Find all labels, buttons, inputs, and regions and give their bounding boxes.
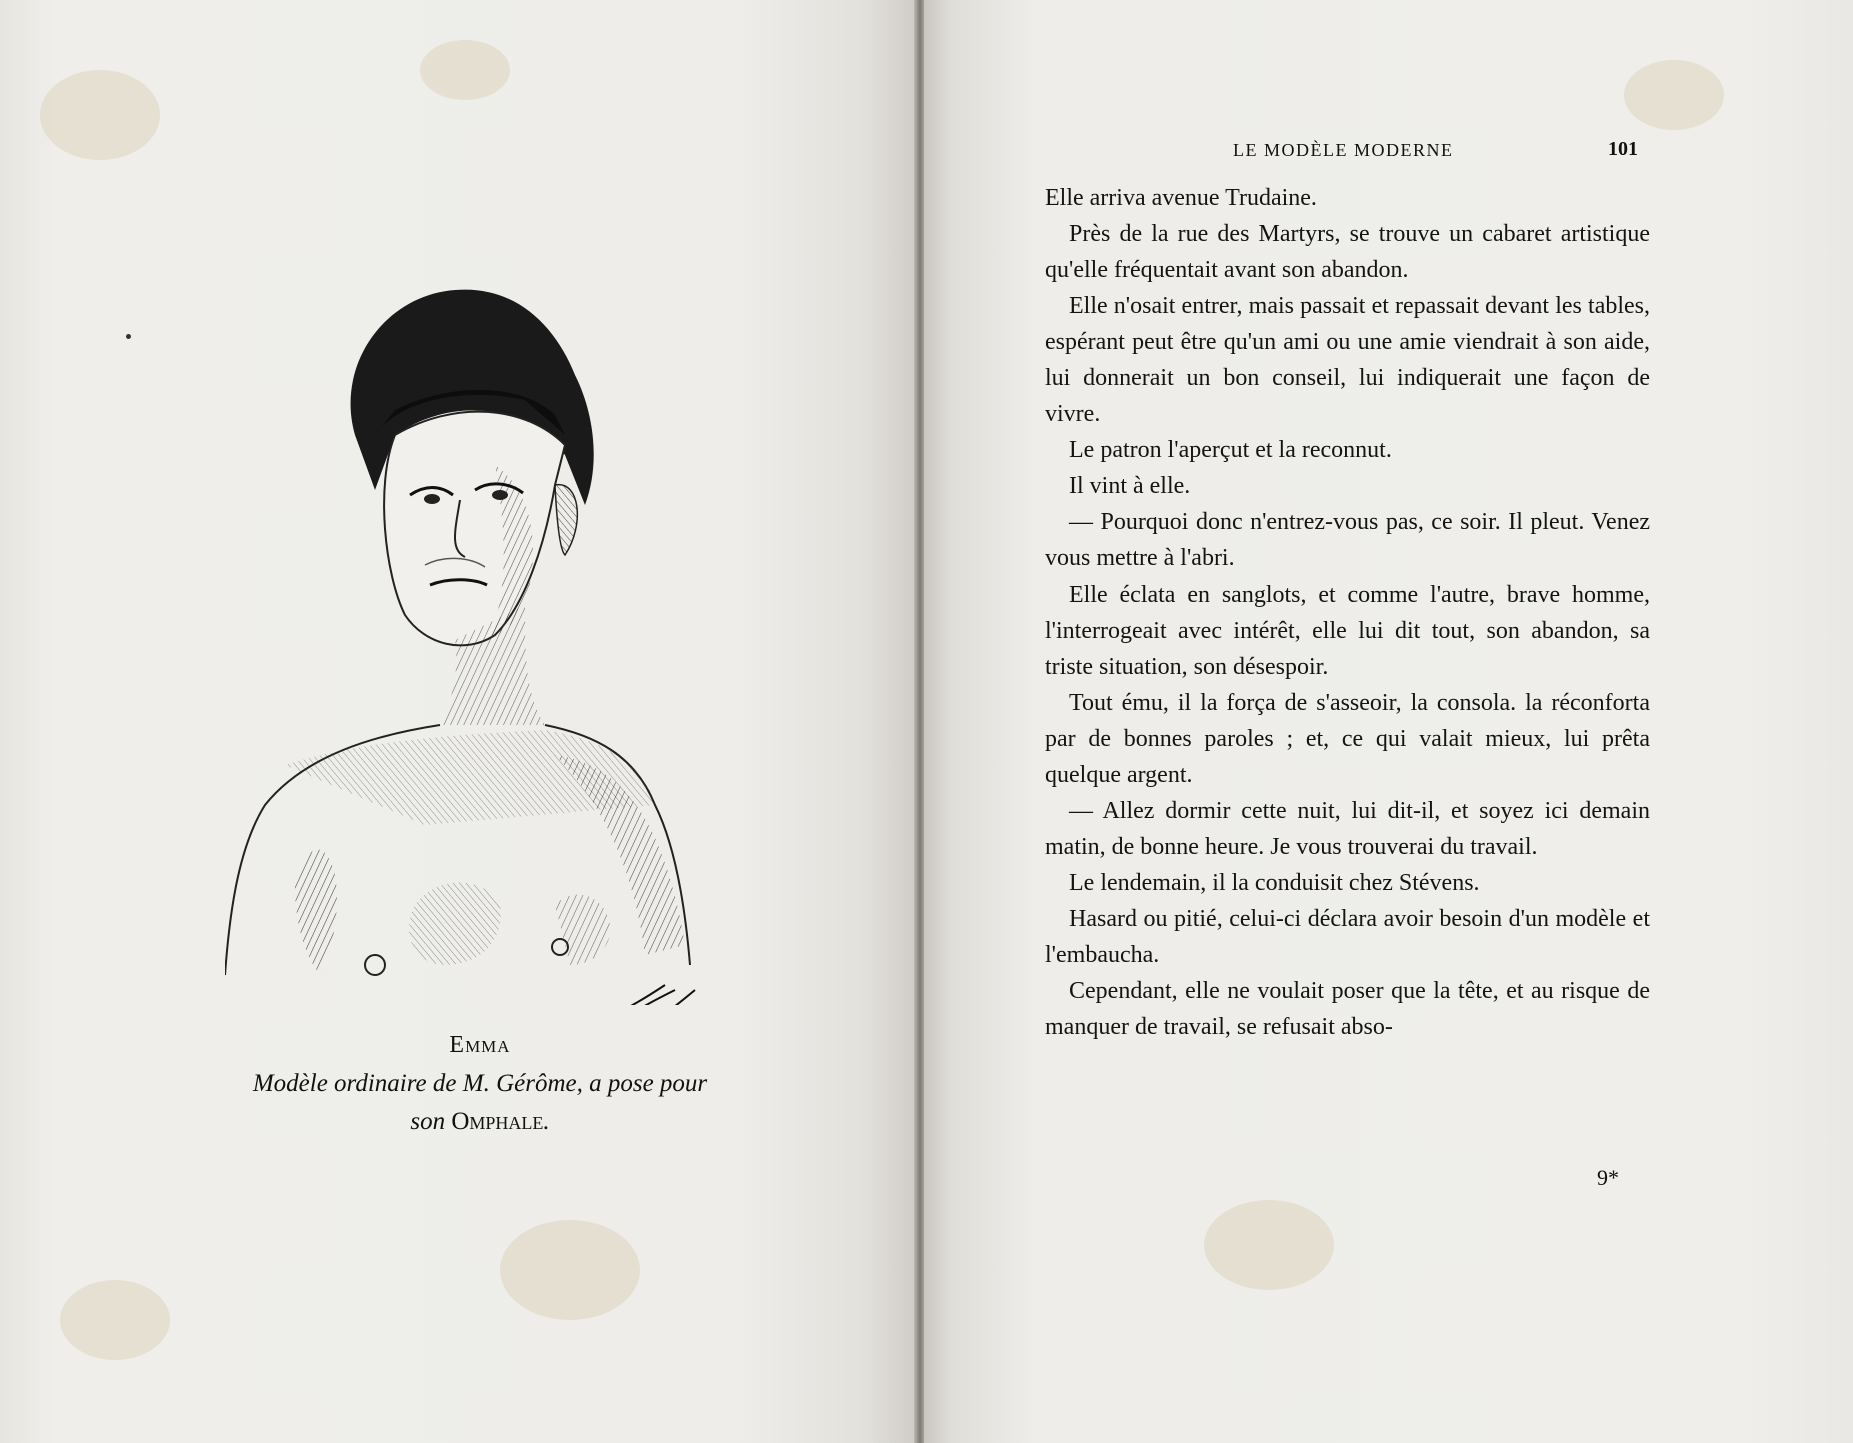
paper-stain bbox=[1624, 60, 1724, 130]
paragraph: Le patron l'aperçut et la reconnut. bbox=[1069, 437, 1392, 464]
caption-line-2-prefix: son bbox=[410, 1108, 452, 1135]
page-number: 101 bbox=[1608, 138, 1638, 160]
paper-stain bbox=[1204, 1200, 1334, 1290]
paragraph: — Allez dormir cette nuit, lui dit-il, et soyez ici demain matin, de bonne heure. Je vous trouverai du travail. bbox=[1045, 797, 1650, 860]
caption-description bbox=[150, 1065, 810, 1141]
printer-signature-mark: 9* bbox=[1597, 1165, 1619, 1190]
paper-stain bbox=[60, 1280, 170, 1360]
paragraph: Hasard ou pitié, celui-ci déclara avoir besoin d'un modèle et l'embaucha. bbox=[1045, 905, 1650, 968]
caption-line-1: Modèle ordinaire de M. Gérôme, a pose pour bbox=[252, 1070, 708, 1097]
ink-speck bbox=[126, 334, 131, 339]
paragraph: Cependant, elle ne voulait poser que la tête, et au risque de manquer de travail, se refusait abso- bbox=[1045, 978, 1650, 1041]
caption-title: Emma bbox=[449, 1032, 511, 1058]
paper-stain bbox=[40, 70, 160, 160]
artist-signature bbox=[565, 985, 695, 1005]
paragraph: Elle arriva avenue Trudaine. bbox=[1045, 185, 1317, 211]
caption-work-title: Omphale bbox=[451, 1108, 544, 1135]
running-head: LE MODÈLE MODERNE bbox=[1233, 140, 1454, 160]
paper-stain bbox=[500, 1220, 640, 1320]
paragraph: Le lendemain, il la conduisit chez Stévens. bbox=[1069, 869, 1480, 896]
paragraph: Elle n'osait entrer, mais passait et repassait devant les tables, espérant peut être qu'un ami ou une amie viendrait à son aide, lui donnerait un bon conseil, lui indiquerait une façon de vivre. bbox=[1045, 293, 1650, 428]
paper-stain bbox=[420, 40, 510, 100]
body-text bbox=[1045, 180, 1650, 1045]
engraved-portrait-illustration bbox=[225, 285, 755, 1005]
paragraph: — Pourquoi donc n'entrez-vous pas, ce soir. Il pleut. Venez vous mettre à l'abri. bbox=[1045, 509, 1650, 572]
paragraph: Il vint à elle. bbox=[1069, 473, 1191, 500]
caption-line-2-suffix: . bbox=[543, 1108, 550, 1135]
illustration-caption bbox=[150, 1032, 810, 1141]
left-page bbox=[0, 0, 918, 1443]
paragraph: Elle éclata en sanglots, et comme l'autre, brave homme, l'interrogeait avec intérêt, elle lui dit tout, son abandon, sa triste situation, son désespoir. bbox=[1045, 581, 1650, 680]
paragraph: Près de la rue des Martyrs, se trouve un cabaret artistique qu'elle fréquentait avant son abandon. bbox=[1045, 221, 1650, 284]
paragraph: Tout ému, il la força de s'asseoir, la consola. la réconforta par de bonnes paroles ; et, ce qui valait mieux, lui prêta quelque argent. bbox=[1045, 689, 1650, 788]
